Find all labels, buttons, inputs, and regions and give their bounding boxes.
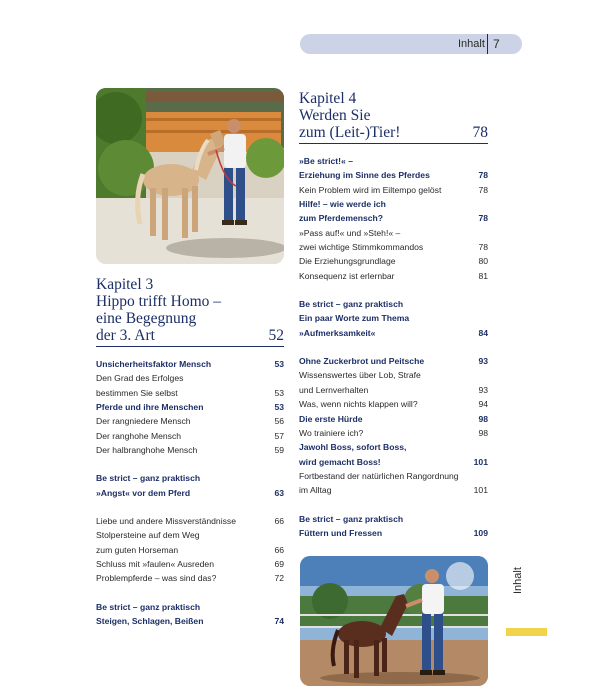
toc-entry[interactable] bbox=[299, 455, 488, 469]
toc-entry-title: Konsequenz ist erlernbar bbox=[299, 270, 395, 281]
toc-entry[interactable] bbox=[299, 154, 488, 168]
toc-entry-page: 78 bbox=[478, 242, 488, 253]
toc-entry-title: Füttern und Fressen bbox=[299, 527, 383, 538]
toc-entry[interactable] bbox=[299, 183, 488, 197]
toc-entry-page: 59 bbox=[274, 445, 284, 456]
toc-entry[interactable] bbox=[96, 414, 284, 428]
side-tab-label: Inhalt bbox=[512, 567, 524, 594]
toc-entry-title: »Pass auf!« und »Steh!« – bbox=[299, 227, 401, 238]
toc-entry-title: »Aufmerksamkeit« bbox=[299, 327, 376, 338]
toc-entry-title: »Be strict!« – bbox=[299, 156, 353, 166]
chapter-4-title-line: zum (Leit-)Tier! bbox=[299, 124, 401, 141]
toc-entry-title: Problempferde – was sind das? bbox=[96, 573, 217, 584]
side-tab-marker bbox=[506, 628, 547, 636]
toc-entry-title: Kein Problem wird im Eiltempo gelöst bbox=[299, 184, 442, 195]
toc-spacer bbox=[96, 500, 284, 514]
toc-entry-title: Fortbestand der natürlichen Rangordnung bbox=[299, 470, 459, 481]
toc-entry-title: Erziehung im Sinne des Pferdes bbox=[299, 170, 430, 181]
toc-entry-page: 63 bbox=[274, 487, 284, 498]
toc-entry-page: 101 bbox=[473, 485, 488, 496]
toc-entry-title: im Alltag bbox=[299, 485, 332, 496]
chapter-3-title-line: Kapitel 3 bbox=[96, 276, 154, 293]
toc-entry-title: zwei wichtige Stimmkommandos bbox=[299, 242, 424, 253]
toc-entry[interactable] bbox=[299, 383, 488, 397]
toc-entry-page: 66 bbox=[274, 544, 284, 555]
toc-entry[interactable] bbox=[299, 240, 488, 254]
running-header-bar bbox=[300, 34, 522, 54]
toc-entry-page: 72 bbox=[274, 573, 284, 584]
toc-entry-page: 66 bbox=[274, 516, 284, 527]
chapter-3-page: 52 bbox=[268, 327, 284, 344]
chapter-3-title-line: der 3. Art bbox=[96, 327, 155, 344]
toc-entry-title: Die erste Hürde bbox=[299, 413, 363, 424]
toc-spacer bbox=[96, 457, 284, 471]
chapter-3-title-line: eine Begegnung bbox=[96, 310, 197, 327]
toc-entry-page: 84 bbox=[478, 327, 488, 338]
toc-entry-title: zum guten Horseman bbox=[96, 544, 179, 555]
toc-entry-title: Der ranghohe Mensch bbox=[96, 430, 182, 441]
toc-spacer bbox=[96, 586, 284, 600]
toc-entry[interactable] bbox=[299, 368, 488, 382]
toc-entry[interactable] bbox=[96, 471, 284, 485]
toc-entry[interactable] bbox=[96, 371, 284, 385]
toc-entry-page: 53 bbox=[274, 359, 284, 369]
toc-entry[interactable] bbox=[96, 571, 284, 585]
toc-entry[interactable] bbox=[299, 168, 488, 182]
toc-entry[interactable] bbox=[299, 211, 488, 225]
toc-entry-title: Wo trainiere ich? bbox=[299, 427, 364, 438]
toc-entry-title: Pferde und ihre Menschen bbox=[96, 402, 204, 413]
toc-entry[interactable] bbox=[299, 512, 488, 526]
toc-entry[interactable] bbox=[96, 600, 284, 614]
toc-entry[interactable] bbox=[96, 514, 284, 528]
toc-entry-page: 93 bbox=[478, 384, 488, 395]
toc-entry-title: Schluss mit »faulen« Ausreden bbox=[96, 559, 214, 570]
chapter-3-toc bbox=[96, 357, 284, 629]
toc-entry-page: 53 bbox=[274, 402, 284, 413]
toc-entry-title: Ohne Zuckerbrot und Peitsche bbox=[299, 356, 425, 367]
toc-spacer bbox=[299, 283, 488, 297]
toc-entry[interactable] bbox=[299, 397, 488, 411]
toc-entry-title: bestimmen Sie selbst bbox=[96, 387, 178, 398]
toc-entry[interactable] bbox=[299, 197, 488, 211]
toc-entry[interactable] bbox=[299, 526, 488, 540]
toc-entry[interactable] bbox=[96, 528, 284, 542]
toc-entry-title: und Lernverhalten bbox=[299, 384, 369, 395]
toc-entry[interactable] bbox=[96, 400, 284, 414]
toc-entry-page: 78 bbox=[478, 213, 488, 224]
toc-entry-title: »Angst« vor dem Pferd bbox=[96, 487, 191, 498]
photo-horse-and-handler bbox=[96, 88, 284, 264]
toc-entry-page: 80 bbox=[478, 256, 488, 267]
toc-entry-title: Jawohl Boss, sofort Boss, bbox=[299, 442, 407, 453]
toc-entry[interactable] bbox=[96, 557, 284, 571]
chapter-3-title bbox=[96, 276, 284, 344]
toc-entry[interactable] bbox=[299, 297, 488, 311]
toc-entry[interactable] bbox=[299, 426, 488, 440]
chapter-3-section bbox=[96, 276, 284, 629]
toc-entry[interactable] bbox=[299, 412, 488, 426]
toc-entry[interactable] bbox=[96, 429, 284, 443]
toc-entry[interactable] bbox=[96, 614, 284, 628]
toc-entry-title: Be strict – ganz praktisch bbox=[96, 601, 201, 612]
toc-entry-title: zum Pferdemensch? bbox=[299, 213, 384, 224]
chapter-4-page: 78 bbox=[472, 124, 488, 141]
chapter-4-rule bbox=[299, 143, 488, 144]
running-header-divider bbox=[487, 34, 488, 54]
toc-entry-page: 98 bbox=[478, 413, 488, 424]
toc-entry[interactable] bbox=[299, 440, 488, 454]
running-header-section: Inhalt bbox=[458, 38, 485, 50]
toc-entry-title: wird gemacht Boss! bbox=[299, 456, 381, 467]
toc-entry[interactable] bbox=[299, 326, 488, 340]
page-number: 7 bbox=[493, 37, 500, 51]
toc-entry-page: 81 bbox=[478, 270, 488, 281]
toc-entry-page: 78 bbox=[478, 170, 488, 181]
toc-entry-title: Steigen, Schlagen, Beißen bbox=[96, 616, 204, 627]
toc-entry-title: Was, wenn nichts klappen will? bbox=[299, 399, 418, 410]
chapter-4-section bbox=[299, 90, 488, 540]
chapter-4-toc bbox=[299, 154, 488, 540]
chapter-3-rule bbox=[96, 346, 284, 347]
toc-entry-page: 74 bbox=[274, 616, 284, 627]
toc-entry-page: 69 bbox=[274, 559, 284, 570]
toc-entry-page: 78 bbox=[478, 184, 488, 195]
toc-entry-title: Der halbranghohe Mensch bbox=[96, 445, 198, 456]
toc-entry-title: Unsicherheitsfaktor Mensch bbox=[96, 359, 212, 369]
toc-entry-page: 53 bbox=[274, 387, 284, 398]
toc-entry-title: Be strict – ganz praktisch bbox=[299, 513, 404, 524]
toc-entry[interactable] bbox=[299, 311, 488, 325]
toc-entry-title: Stolpersteine auf dem Weg bbox=[96, 530, 200, 541]
toc-entry[interactable] bbox=[299, 254, 488, 268]
toc-entry[interactable] bbox=[96, 357, 284, 371]
toc-entry[interactable] bbox=[96, 386, 284, 400]
toc-entry-page: 98 bbox=[478, 427, 488, 438]
toc-entry-title: Hilfe! – wie werde ich bbox=[299, 199, 386, 210]
toc-entry-page: 101 bbox=[473, 456, 488, 467]
chapter-3-title-line: Hippo trifft Homo – bbox=[96, 293, 221, 310]
toc-entry[interactable] bbox=[96, 486, 284, 500]
chapter-4-title bbox=[299, 90, 488, 141]
toc-entry[interactable] bbox=[299, 483, 488, 497]
toc-entry[interactable] bbox=[299, 469, 488, 483]
toc-entry[interactable] bbox=[299, 226, 488, 240]
toc-entry-title: Be strict – ganz praktisch bbox=[299, 299, 404, 310]
toc-entry-page: 56 bbox=[274, 416, 284, 427]
photo-man-with-brown-horse bbox=[300, 556, 488, 686]
toc-spacer bbox=[299, 340, 488, 354]
toc-entry-page: 109 bbox=[473, 527, 488, 538]
toc-entry-title: Der rangniedere Mensch bbox=[96, 416, 191, 427]
toc-entry[interactable] bbox=[299, 269, 488, 283]
toc-entry-title: Ein paar Worte zum Thema bbox=[299, 313, 410, 324]
toc-entry[interactable] bbox=[96, 543, 284, 557]
toc-entry[interactable] bbox=[299, 354, 488, 368]
toc-entry-title: Wissenswertes über Lob, Strafe bbox=[299, 370, 421, 381]
toc-spacer bbox=[299, 498, 488, 512]
toc-entry-title: Be strict – ganz praktisch bbox=[96, 473, 201, 484]
toc-entry[interactable] bbox=[96, 443, 284, 457]
toc-entry-title: Den Grad des Erfolges bbox=[96, 373, 184, 384]
toc-entry-page: 94 bbox=[478, 399, 488, 410]
chapter-4-title-line: Kapitel 4 bbox=[299, 90, 357, 107]
toc-entry-title: Liebe und andere Missverständnisse bbox=[96, 516, 236, 527]
chapter-4-title-line: Werden Sie bbox=[299, 107, 371, 124]
toc-entry-title: Die Erziehungsgrundlage bbox=[299, 256, 396, 267]
toc-entry-page: 93 bbox=[478, 356, 488, 367]
toc-entry-page: 57 bbox=[274, 430, 284, 441]
